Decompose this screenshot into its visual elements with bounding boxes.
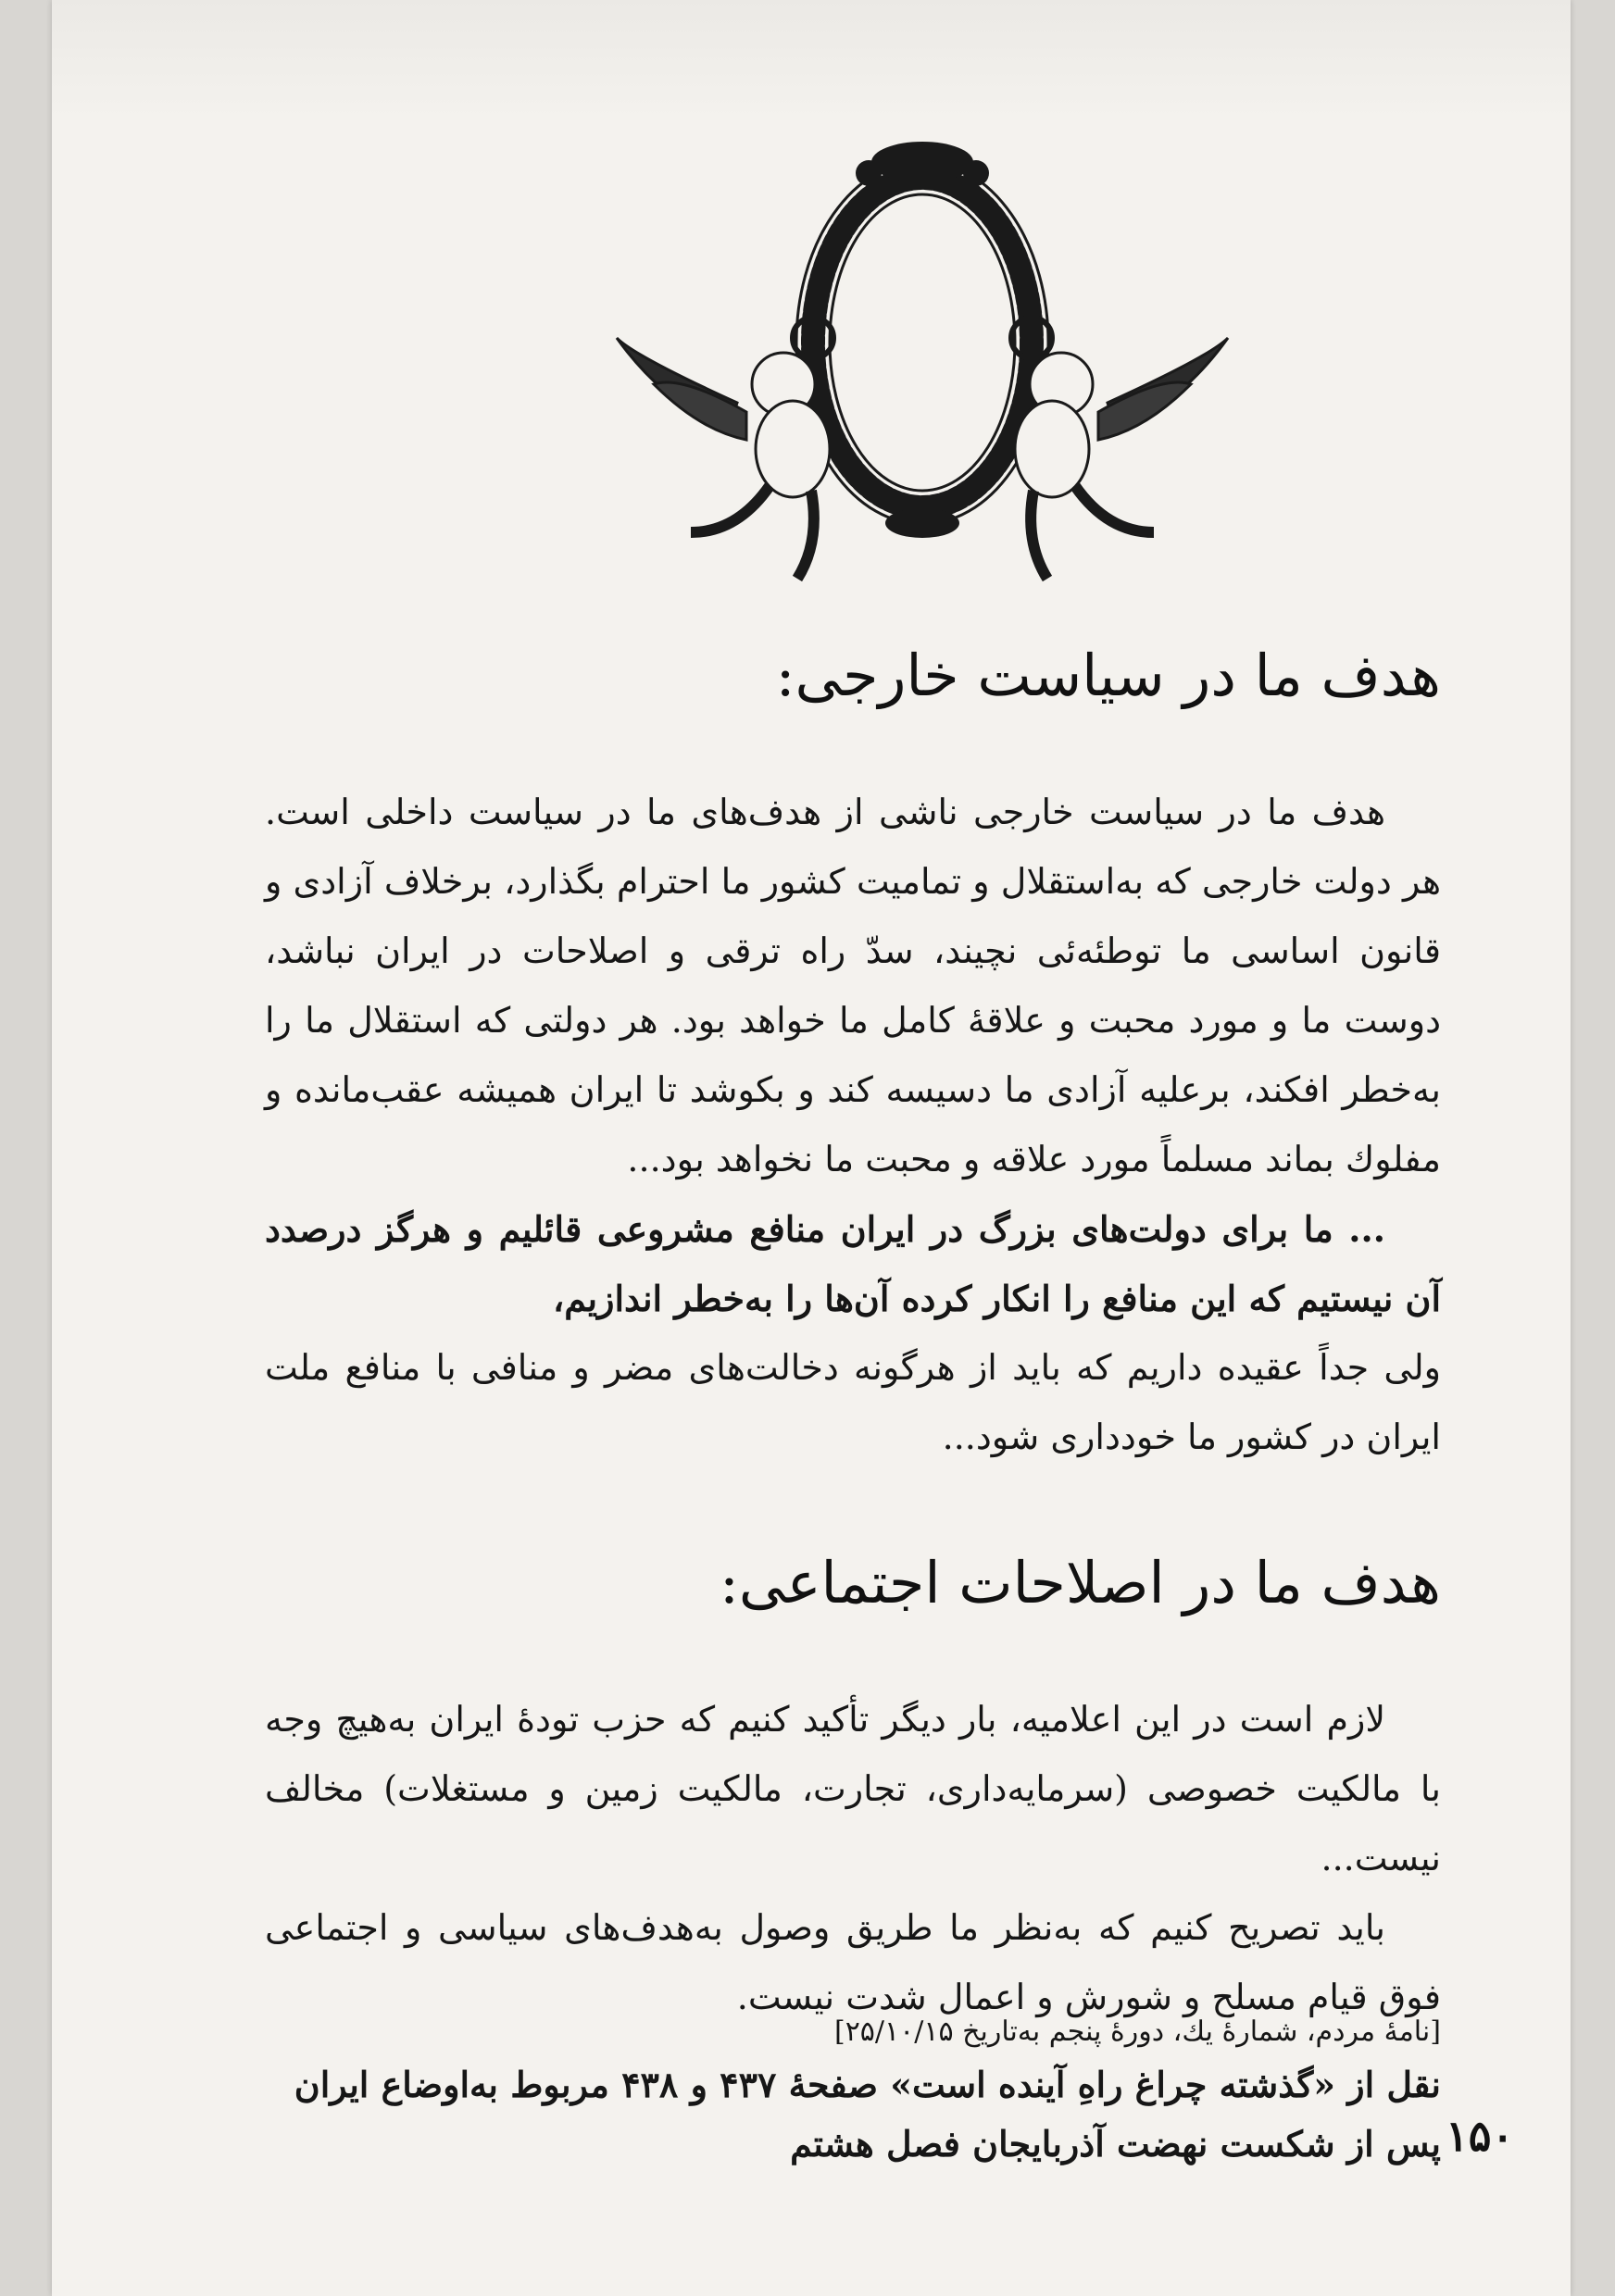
section-heading: هدف ما در اصلاحات اجتماعی:: [720, 1549, 1441, 1616]
citation: [265, 2009, 1441, 2174]
cherub-frame-ornament: [598, 97, 1246, 606]
paragraph-bold: ... ما برای دولت‌های بزرگ در ایران منافع مشروعی قائلیم و هرگز درصدد آن نیستیم که این منافع را انکار کرده آن‌ها را به‌خطر اندازیم،: [265, 1208, 1441, 1319]
foreign-policy-body: [265, 778, 1441, 1472]
paragraph: هدف ما در سیاست خارجی ناشی از هدف‌های ما در سیاست داخلی است. هر دولت خارجی که به‌استقلال و تمامیت کشور ما احترام بگذارد، برخلاف آزادی و قانون اساسی ما توطئه‌ئی نچیند، سدّ راه ترقی و اصلاحات در ایران نباشد، دوست ما و مورد محبت و علاقهٔ کامل ما خواهد بود. هر دولتی که استقلال ما را به‌خطر افکند، برعلیه آزادی ما دسیسه کند و بکوشد تا ایران همیشه عقب‌مانده و مفلوك بماند مسلماً مورد علاقه و محبت ما نخواهد بود...: [265, 792, 1441, 1179]
section-foreign-policy: [265, 639, 1441, 713]
section-heading: هدف ما در سیاست خارجی:: [775, 642, 1441, 709]
page-number: ۱۵۰: [1446, 2111, 1515, 2161]
section-social-reform: [265, 1546, 1441, 1620]
citation-source: نقل از «گذشته چراغ راهِ آینده است» صفحهٔ ۴۳۷ و ۴۳۸ مربوط به‌اوضاع ایران پس از شکست نهضت آذربایجان فصل هشتم: [294, 2064, 1441, 2165]
book-page: [52, 0, 1571, 2296]
paragraph: ولی جداً عقیده داریم که باید از هرگونه دخالت‌های مضر و منافی با منافع ملت ایران در کشور ما خودداری شود...: [265, 1347, 1441, 1457]
paragraph: لازم است در این اعلامیه، بار دیگر تأکید کنیم که حزب تودهٔ ایران به‌هیچ وجه با مالکیت خصوصی (سرمایه‌داری، تجارت، مالکیت زمین و مستغلات) مخالف نیست...: [265, 1699, 1441, 1878]
citation-reference: [نامهٔ مردم، شمارهٔ یك، دورهٔ پنجم به‌تاریخ ۲۵/۱۰/۱۵]: [833, 2015, 1441, 2048]
social-reform-body: [265, 1685, 1441, 2032]
paragraph: باید تصریح کنیم که به‌نظر ما طریق وصول به‌هدف‌های سیاسی و اجتماعی فوق قیام مسلح و شورش و اعمال شدت نیست.: [265, 1907, 1441, 2017]
